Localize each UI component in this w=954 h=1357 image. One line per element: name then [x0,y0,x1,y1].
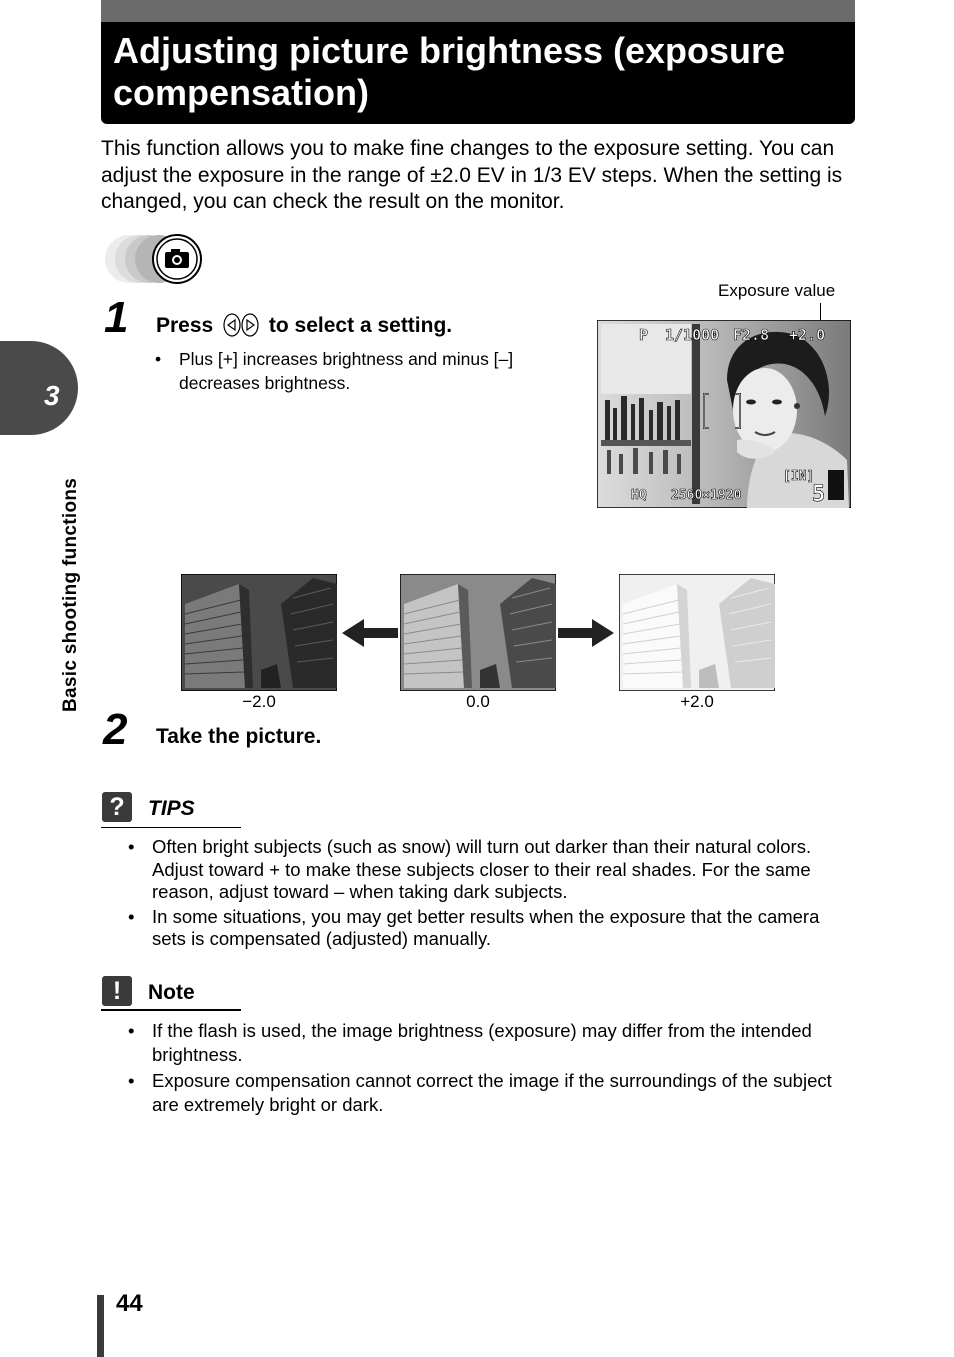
tips-list [128,836,855,953]
step-1-instruction [156,312,452,338]
monitor-memory: [IN] [783,469,815,484]
monitor-resolution: 2560×1920 [671,488,742,503]
chapter-side-label: Basic shooting functions [60,477,81,712]
monitor-quality: HQ [631,488,647,503]
exposure-sample-zero [400,574,556,691]
title-bar-accent [101,0,855,22]
page-number: 44 [116,1290,143,1317]
tips-divider [101,827,241,828]
list-item: • Often bright subjects (such as snow) will turn out darker than their natural colors. Adjust toward + to make these subjects closer to their real shades. For the same reason, adjust toward – when taking dark subjects. [128,836,855,904]
arrow-pad-left-right-icon [222,312,260,338]
monitor-preview [597,320,851,508]
step-2-instruction: Take the picture. [156,725,322,748]
exposure-label-zero: 0.0 [466,692,490,711]
note-list [128,1019,855,1119]
exposure-sample-minus [181,574,337,691]
step-1-bullets [155,348,555,395]
intro-paragraph: This function allows you to make fine changes to the exposure setting. You can adjust the exposure in the range of ±2.0 EV in 1/3 EV steps. When the setting is changed, you can check the result on the monitor. [101,137,843,213]
exposure-value-callout: Exposure value [718,281,836,300]
chapter-tab [0,341,78,435]
list-item: • In some situations, you may get better results when the exposure that the camera sets is compensated (adjusted) manually. [128,906,855,951]
step-2-number: 2 [103,705,128,754]
monitor-exposure: +2.0 [789,326,826,344]
exposure-sample-plus [619,574,775,691]
list-item: • Plus [+] increases brightness and minus [–] decreases brightness. [155,348,555,395]
note-divider [101,1009,241,1011]
monitor-frames: 5 [812,482,826,507]
list-item: • If the flash is used, the image brightness (exposure) may differ from the intended brightness. [128,1019,855,1067]
note-heading: Note [148,981,195,1004]
question-icon: ? [102,792,132,822]
step-1-number: 1 [104,293,129,342]
camera-mode-icon [103,233,213,285]
monitor-mode: P [639,326,649,344]
tips-heading: TIPS [148,797,195,820]
page-number-bar [97,1295,104,1357]
monitor-aperture: F2.8 [733,326,770,344]
monitor-shutter: 1/1000 [665,326,720,344]
list-item: • Exposure compensation cannot correct the image if the surroundings of the subject are extremely bright or dark. [128,1069,855,1117]
arrow-right-icon [558,619,614,647]
step-1-text-before: Press [156,314,214,337]
exposure-label-minus: −2.0 [242,692,276,711]
step-1-text-after: to select a setting. [268,314,453,337]
page-title: Adjusting picture brightness (exposure compensation) [113,30,786,113]
exposure-label-plus: +2.0 [680,692,714,711]
arrow-left-icon [342,619,398,647]
chapter-number: 3 [44,380,60,411]
exclamation-icon: ! [102,976,132,1006]
